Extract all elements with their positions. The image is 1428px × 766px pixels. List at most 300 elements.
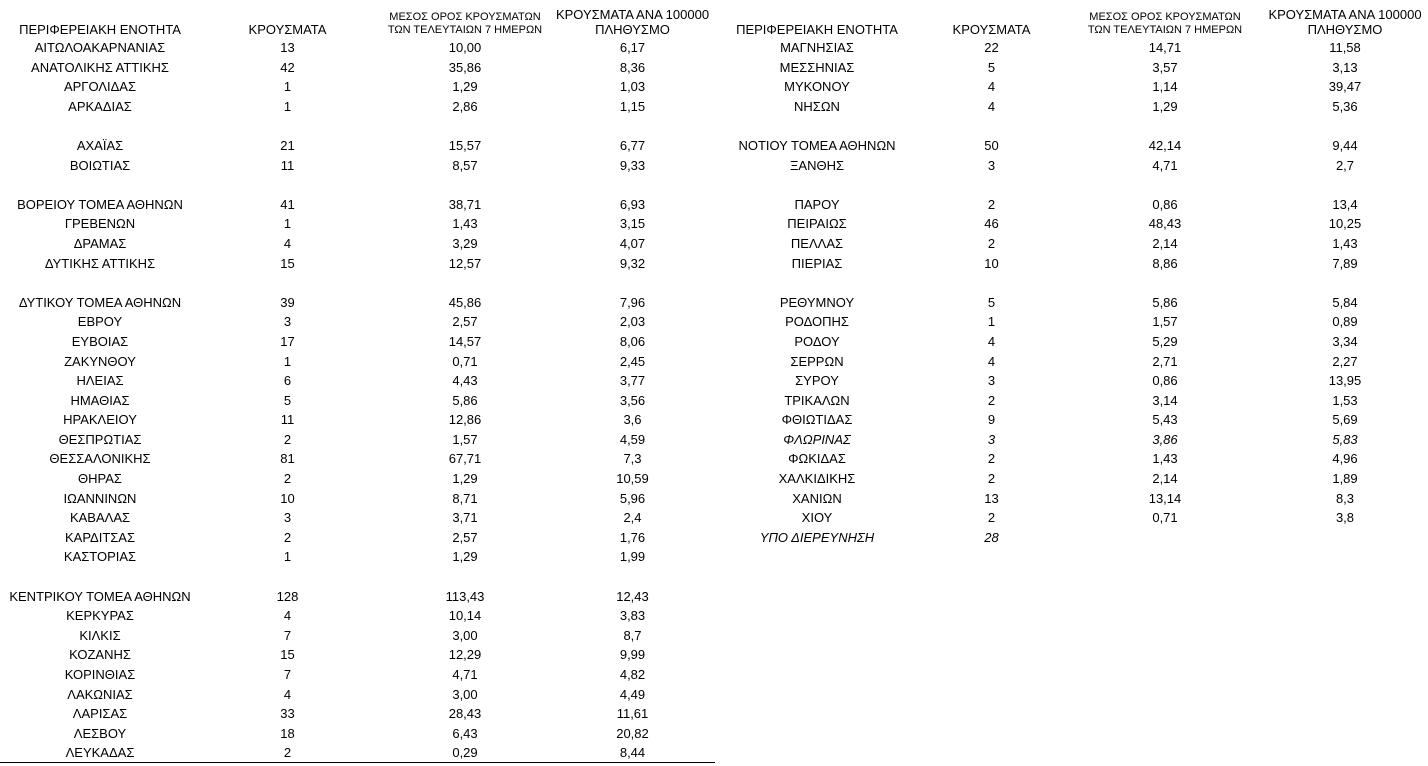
per-100k-cell: 4,82 — [619, 667, 646, 682]
region-cell: ΑΡΓΟΛΙΔΑΣ — [63, 79, 137, 95]
table-row — [722, 254, 1428, 274]
region-cell: ΚΟΖΑΝΗΣ — [69, 647, 131, 663]
cases-cell: 17 — [280, 333, 295, 349]
cases-cell: 9 — [987, 412, 996, 428]
table-row-blank — [722, 116, 1428, 136]
region-cell: ΣΕΡΡΩΝ — [790, 353, 844, 369]
cases-cell: 10 — [280, 490, 295, 506]
region-cell: ΝΗΣΩΝ — [794, 98, 840, 114]
per-100k-cell: 3,34 — [1332, 333, 1358, 349]
table-row — [0, 528, 715, 548]
header-region: ΠΕΡΙΦΕΡΕΙΑΚΗ ΕΝΟΤΗΤΑ — [19, 22, 181, 37]
average-cell: 10,14 — [448, 608, 482, 624]
cases-cell: 4 — [283, 686, 292, 702]
table-row — [0, 587, 715, 607]
per-100k-cell: 2,45 — [619, 353, 646, 369]
region-cell: ΒΟΡΕΙΟΥ ΤΟΜΕΑ ΑΘΗΝΩΝ — [17, 196, 183, 212]
per-100k-cell: 9,99 — [619, 647, 646, 663]
per-100k-cell: 13,4 — [1332, 196, 1358, 212]
average-cell: 4,43 — [452, 373, 478, 389]
per-100k-cell: 3,6 — [623, 412, 642, 428]
average-cell: 35,86 — [448, 59, 482, 75]
average-cell: 5,86 — [452, 392, 478, 408]
region-cell: ΡΕΘΥΜΝΟΥ — [779, 294, 855, 310]
per-100k-cell: 1,89 — [1332, 471, 1358, 487]
cases-cell: 2 — [987, 471, 996, 487]
cases-cell: 11 — [280, 157, 295, 173]
region-cell: ΘΕΣΣΑΛΟΝΙΚΗΣ — [49, 451, 151, 467]
right-table-header — [722, 0, 1428, 38]
average-cell: 12,29 — [448, 647, 482, 663]
cases-cell: 33 — [280, 706, 295, 722]
average-cell: 0,86 — [1152, 196, 1178, 212]
average-cell: 2,14 — [1152, 235, 1178, 251]
cases-cell: 7 — [283, 667, 292, 682]
cases-cell: 4 — [987, 333, 996, 349]
region-cell: ΛΑΡΙΣΑΣ — [72, 706, 128, 722]
header-cases: ΚΡΟΥΣΜΑΤΑ — [248, 22, 327, 37]
average-cell: 3,00 — [452, 686, 478, 702]
table-row — [0, 136, 715, 156]
table-row — [722, 97, 1428, 117]
table-row — [722, 371, 1428, 391]
table-row — [0, 58, 715, 78]
cases-cell: 5 — [987, 59, 996, 75]
cases-cell: 2 — [987, 451, 996, 467]
table-row — [0, 391, 715, 411]
region-cell: ΧΙΟΥ — [801, 510, 833, 526]
average-cell: 4,71 — [1152, 157, 1178, 173]
header-average-line1: ΜΕΣΟΣ ΟΡΟΣ ΚΡΟΥΣΜΑΤΩΝ — [389, 11, 541, 23]
table-row — [0, 704, 715, 724]
per-100k-cell: 8,36 — [619, 59, 646, 75]
per-100k-cell: 1,76 — [619, 529, 646, 545]
average-cell: 5,86 — [1152, 294, 1178, 310]
region-cell: ΞΑΝΘΗΣ — [789, 157, 845, 173]
region-cell: ΒΟΙΩΤΙΑΣ — [69, 157, 131, 173]
average-cell: 5,29 — [1152, 333, 1178, 349]
region-cell: ΠΑΡΟΥ — [794, 196, 840, 212]
table-row — [722, 528, 1428, 548]
cases-cell: 10 — [984, 255, 999, 271]
cases-cell: 4 — [283, 608, 292, 624]
cases-cell: 13 — [984, 490, 999, 506]
region-cell: ΑΙΤΩΛΟΑΚΑΡΝΑΝΙΑΣ — [34, 40, 166, 55]
cases-cell: 2 — [987, 510, 996, 526]
per-100k-cell: 6,93 — [619, 196, 646, 212]
per-100k-cell: 39,47 — [1328, 79, 1362, 95]
per-100k-cell: 5,36 — [1332, 98, 1358, 114]
left-table-header — [0, 0, 715, 38]
region-cell: ΔΡΑΜΑΣ — [73, 235, 127, 251]
average-cell: 38,71 — [448, 196, 482, 212]
table-row — [722, 352, 1428, 372]
per-100k-cell: 7,89 — [1332, 255, 1358, 271]
average-cell: 2,86 — [452, 98, 478, 114]
cases-cell: 3 — [283, 314, 292, 330]
per-100k-cell: 13,95 — [1328, 373, 1362, 389]
table-row — [0, 97, 715, 117]
cases-cell: 4 — [283, 235, 292, 251]
table-row — [0, 195, 715, 215]
header-region: ΠΕΡΙΦΕΡΕΙΑΚΗ ΕΝΟΤΗΤΑ — [736, 22, 898, 37]
average-cell: 6,43 — [452, 725, 478, 741]
cases-cell: 1 — [283, 216, 292, 232]
region-cell: ΠΕΙΡΑΙΩΣ — [787, 216, 847, 232]
average-cell: 5,43 — [1152, 412, 1178, 428]
per-100k-cell: 6,77 — [619, 137, 646, 153]
table-row — [0, 214, 715, 234]
table-row — [722, 410, 1428, 430]
cases-cell: 2 — [283, 431, 292, 447]
per-100k-cell: 11,58 — [1329, 40, 1361, 55]
cases-cell: 4 — [987, 98, 996, 114]
region-cell: ΔΥΤΙΚΟΥ ΤΟΜΕΑ ΑΘΗΝΩΝ — [18, 294, 182, 310]
average-cell: 1,14 — [1152, 79, 1178, 95]
header-average — [1080, 11, 1250, 37]
average-cell: 1,29 — [1152, 98, 1178, 114]
cases-cell: 2 — [987, 196, 996, 212]
average-cell: 8,71 — [452, 490, 478, 506]
header-average-line2: ΤΩΝ ΤΕΛΕΥΤΑΙΩΝ 7 ΗΜΕΡΩΝ — [1087, 24, 1243, 36]
average-cell: 48,43 — [1148, 216, 1182, 232]
cases-cell: 21 — [280, 137, 295, 153]
table-row — [722, 508, 1428, 528]
region-cell: ΛΕΣΒΟΥ — [73, 725, 127, 741]
table-row — [0, 156, 715, 176]
region-cell: ΑΧΑΪΑΣ — [76, 137, 124, 153]
header-per-100k-line2: ΠΛΗΘΥΣΜΟ — [595, 22, 670, 37]
per-100k-cell: 1,99 — [619, 549, 646, 565]
per-100k-cell: 5,96 — [619, 490, 646, 506]
table-row-blank — [722, 273, 1428, 293]
region-cell: ΓΡΕΒΕΝΩΝ — [64, 216, 136, 232]
per-100k-cell: 3,83 — [619, 608, 646, 624]
table-row — [722, 391, 1428, 411]
cases-cell: 46 — [984, 216, 999, 232]
cases-cell: 28 — [984, 529, 999, 545]
left-table — [0, 0, 715, 763]
table-row — [722, 77, 1428, 97]
table-row — [0, 469, 715, 489]
region-cell: ΡΟΔΟΠΗΣ — [785, 314, 849, 330]
average-cell: 1,29 — [452, 549, 478, 565]
per-100k-cell: 5,84 — [1332, 294, 1358, 310]
per-100k-cell: 9,32 — [619, 255, 646, 271]
average-cell: 3,29 — [452, 235, 478, 251]
average-cell: 2,57 — [452, 314, 478, 330]
table-row — [0, 489, 715, 509]
per-100k-cell: 3,13 — [1332, 59, 1358, 75]
table-row — [722, 293, 1428, 313]
average-cell: 28,43 — [448, 706, 482, 722]
region-cell: ΕΒΡΟΥ — [77, 314, 123, 330]
region-cell: ΙΩΑΝΝΙΝΩΝ — [63, 490, 137, 506]
average-cell: 13,14 — [1148, 490, 1182, 506]
average-cell: 2,57 — [452, 529, 478, 545]
per-100k-cell: 4,49 — [619, 686, 646, 702]
table-row — [722, 156, 1428, 176]
per-100k-cell: 7,96 — [619, 294, 646, 310]
average-cell: 2,71 — [1152, 353, 1178, 369]
table-row — [722, 449, 1428, 469]
average-cell: 12,86 — [448, 412, 482, 428]
region-cell: ΗΜΑΘΙΑΣ — [70, 392, 130, 408]
table-row — [722, 38, 1428, 58]
cases-cell: 2 — [987, 392, 996, 408]
cases-cell: 1 — [283, 549, 292, 565]
region-cell: ΕΥΒΟΙΑΣ — [71, 333, 129, 349]
average-cell: 3,71 — [452, 510, 478, 526]
region-cell: ΚΑΣΤΟΡΙΑΣ — [63, 549, 137, 565]
region-cell: ΣΥΡΟΥ — [795, 373, 839, 389]
cases-cell: 2 — [283, 471, 292, 487]
header-per-100k-line1: ΚΡΟΥΣΜΑΤΑ ΑΝΑ 100000 — [555, 7, 710, 22]
region-cell: ΘΗΡΑΣ — [78, 471, 122, 487]
per-100k-cell: 1,43 — [1332, 235, 1358, 251]
table-row — [0, 645, 715, 665]
region-cell: ΠΙΕΡΙΑΣ — [791, 255, 843, 271]
cases-cell: 3 — [987, 431, 996, 447]
table-row — [722, 234, 1428, 254]
per-100k-cell: 8,44 — [619, 745, 646, 761]
header-average — [380, 11, 550, 37]
region-cell: ΦΘΙΩΤΙΔΑΣ — [781, 412, 853, 428]
cases-cell: 81 — [280, 451, 295, 467]
cases-cell: 18 — [280, 725, 295, 741]
region-cell: ΑΝΑΤΟΛΙΚΗΣ ΑΤΤΙΚΗΣ — [31, 59, 169, 75]
table-row-blank — [0, 273, 715, 293]
right-table — [722, 0, 1428, 547]
average-cell: 0,86 — [1152, 373, 1178, 389]
cases-cell: 1 — [987, 314, 996, 330]
per-100k-cell: 6,17 — [619, 40, 646, 55]
per-100k-cell: 4,96 — [1332, 451, 1358, 467]
region-cell: ΡΟΔΟΥ — [794, 333, 840, 349]
per-100k-cell: 3,77 — [619, 373, 646, 389]
cases-cell: 15 — [280, 647, 295, 663]
table-row — [722, 214, 1428, 234]
average-cell: 15,57 — [448, 137, 482, 153]
table-row — [722, 332, 1428, 352]
region-cell: ΝΟΤΙΟΥ ΤΟΜΕΑ ΑΘΗΝΩΝ — [738, 137, 896, 153]
per-100k-cell: 1,15 — [619, 98, 646, 114]
cases-cell: 7 — [283, 627, 292, 643]
table-row — [0, 626, 715, 646]
table-row-blank — [0, 567, 715, 587]
bottom-border-line — [0, 762, 715, 763]
table-row — [0, 606, 715, 626]
region-cell: ΚΑΒΑΛΑΣ — [69, 510, 131, 526]
cases-cell: 1 — [283, 353, 292, 369]
average-cell: 8,57 — [452, 157, 478, 173]
region-cell: ΤΡΙΚΑΛΩΝ — [784, 392, 850, 408]
table-row — [0, 430, 715, 450]
per-100k-cell: 4,07 — [619, 235, 646, 251]
table-row — [722, 469, 1428, 489]
table-row-blank — [722, 175, 1428, 195]
average-cell: 67,71 — [448, 451, 482, 467]
per-100k-cell: 20,82 — [616, 725, 649, 741]
average-cell: 0,71 — [1152, 510, 1178, 526]
region-cell: ΛΑΚΩΝΙΑΣ — [67, 686, 133, 702]
table-row — [0, 312, 715, 332]
region-cell: ΑΡΚΑΔΙΑΣ — [68, 98, 132, 114]
header-per-100k — [1262, 7, 1428, 37]
per-100k-cell: 5,69 — [1332, 412, 1358, 428]
header-per-100k-line1: ΚΡΟΥΣΜΑΤΑ ΑΝΑ 100000 — [1268, 7, 1422, 22]
table-row — [722, 489, 1428, 509]
per-100k-cell: 2,7 — [1335, 157, 1355, 173]
per-100k-cell: 8,06 — [619, 333, 646, 349]
per-100k-cell: 1,03 — [619, 79, 646, 95]
average-cell: 3,57 — [1152, 59, 1178, 75]
table-row — [0, 352, 715, 372]
cases-cell: 4 — [987, 353, 996, 369]
header-per-100k — [550, 7, 715, 37]
per-100k-cell: 8,3 — [1335, 490, 1355, 506]
average-cell: 1,43 — [452, 216, 478, 232]
table-row — [0, 332, 715, 352]
table-row — [0, 371, 715, 391]
region-cell: ΖΑΚΥΝΘΟΥ — [64, 353, 136, 369]
cases-cell: 3 — [987, 373, 996, 389]
region-cell: ΦΩΚΙΔΑΣ — [788, 451, 846, 467]
per-100k-cell: 2,27 — [1332, 353, 1358, 369]
region-cell: ΠΕΛΛΑΣ — [790, 235, 844, 251]
average-cell: 0,71 — [452, 353, 478, 369]
region-cell: ΛΕΥΚΑΔΑΣ — [65, 745, 135, 761]
cases-cell: 15 — [280, 255, 295, 271]
cases-cell: 39 — [280, 294, 295, 310]
cases-cell: 2 — [283, 529, 292, 545]
cases-cell: 11 — [280, 412, 295, 428]
average-cell: 10,00 — [448, 40, 482, 55]
left-table-body — [0, 38, 715, 763]
average-cell: 113,43 — [445, 588, 485, 604]
average-cell: 14,71 — [1148, 40, 1182, 55]
table-row — [0, 234, 715, 254]
table-row — [0, 77, 715, 97]
table-row — [0, 254, 715, 274]
region-cell: ΚΕΡΚΥΡΑΣ — [66, 608, 134, 624]
average-cell: 1,43 — [1152, 451, 1178, 467]
cases-cell: 22 — [984, 40, 999, 55]
average-cell: 2,14 — [1152, 471, 1178, 487]
per-100k-cell: 3,56 — [619, 392, 646, 408]
region-cell: ΘΕΣΠΡΩΤΙΑΣ — [58, 431, 142, 447]
cases-cell: 41 — [280, 196, 295, 212]
per-100k-cell: 3,8 — [1335, 510, 1355, 526]
average-cell: 1,57 — [452, 431, 478, 447]
cases-cell: 50 — [984, 137, 999, 153]
table-row — [722, 58, 1428, 78]
per-100k-cell: 11,61 — [616, 706, 649, 722]
table-row — [0, 547, 715, 567]
per-100k-cell: 8,7 — [623, 627, 642, 643]
average-cell: 3,86 — [1152, 431, 1178, 447]
per-100k-cell: 2,03 — [619, 314, 646, 330]
per-100k-cell: 10,25 — [1328, 216, 1362, 232]
per-100k-cell: 1,53 — [1332, 392, 1358, 408]
region-cell: ΚΟΡΙΝΘΙΑΣ — [64, 667, 136, 682]
average-cell: 1,57 — [1152, 314, 1178, 330]
right-table-body — [722, 38, 1428, 547]
region-cell: ΚΙΛΚΙΣ — [79, 627, 121, 643]
header-per-100k-line2: ΠΛΗΘΥΣΜΟ — [1307, 22, 1383, 37]
average-cell: 0,29 — [452, 745, 478, 761]
region-cell: ΚΕΝΤΡΙΚΟΥ ΤΟΜΕΑ ΑΘΗΝΩΝ — [9, 588, 191, 604]
average-cell: 1,29 — [452, 471, 478, 487]
per-100k-cell: 7,3 — [623, 451, 642, 467]
cases-cell: 1 — [283, 98, 292, 114]
table-row-blank — [0, 116, 715, 136]
table-row — [0, 685, 715, 705]
per-100k-cell: 12,43 — [616, 588, 649, 604]
cases-cell: 128 — [276, 588, 299, 604]
region-cell: ΜΑΓΝΗΣΙΑΣ — [780, 40, 854, 55]
per-100k-cell: 9,33 — [619, 157, 646, 173]
table-row — [0, 38, 715, 58]
region-cell: ΗΡΑΚΛΕΙΟΥ — [63, 412, 137, 428]
cases-cell: 5 — [283, 392, 292, 408]
table-row — [0, 724, 715, 744]
cases-cell: 3 — [283, 510, 292, 526]
average-cell: 12,57 — [448, 255, 482, 271]
per-100k-cell: 5,83 — [1332, 431, 1358, 447]
per-100k-cell: 4,59 — [619, 431, 646, 447]
cases-cell: 2 — [283, 745, 292, 761]
region-cell: ΜΥΚΟΝΟΥ — [784, 79, 850, 95]
region-cell: ΚΑΡΔΙΤΣΑΣ — [64, 529, 136, 545]
average-cell: 45,86 — [448, 294, 482, 310]
cases-cell: 1 — [283, 79, 292, 95]
table-row — [0, 508, 715, 528]
table-row-blank — [0, 175, 715, 195]
average-cell: 8,86 — [1152, 255, 1178, 271]
header-average-line1: ΜΕΣΟΣ ΟΡΟΣ ΚΡΟΥΣΜΑΤΩΝ — [1089, 11, 1241, 23]
cases-cell: 5 — [987, 294, 996, 310]
table-row — [722, 312, 1428, 332]
table-row — [0, 410, 715, 430]
region-cell: ΧΑΛΚΙΔΙΚΗΣ — [778, 471, 856, 487]
average-cell: 4,71 — [452, 667, 478, 682]
cases-cell: 3 — [987, 157, 996, 173]
table-row — [0, 665, 715, 685]
region-cell: ΥΠΟ ΔΙΕΡΕΥΝΗΣΗ — [759, 529, 875, 545]
average-cell: 1,29 — [452, 79, 478, 95]
per-100k-cell: 0,89 — [1332, 314, 1358, 330]
region-cell: ΦΛΩΡΙΝΑΣ — [783, 431, 851, 447]
table-row — [722, 136, 1428, 156]
header-average-line2: ΤΩΝ ΤΕΛΕΥΤΑΙΩΝ 7 ΗΜΕΡΩΝ — [387, 24, 543, 36]
region-cell: ΗΛΕΙΑΣ — [76, 373, 124, 389]
average-cell: 3,14 — [1152, 392, 1178, 408]
average-cell: 3,00 — [452, 627, 478, 643]
header-cases: ΚΡΟΥΣΜΑΤΑ — [952, 22, 1031, 37]
table-row — [0, 743, 715, 763]
per-100k-cell: 2,4 — [623, 510, 642, 526]
cases-cell: 2 — [987, 235, 996, 251]
cases-cell: 13 — [280, 40, 295, 55]
region-cell: ΧΑΝΙΩΝ — [792, 490, 842, 506]
table-row — [0, 293, 715, 313]
average-cell: 14,57 — [448, 333, 482, 349]
per-100k-cell: 9,44 — [1332, 137, 1358, 153]
region-cell: ΔΥΤΙΚΗΣ ΑΤΤΙΚΗΣ — [44, 255, 156, 271]
average-cell: 42,14 — [1148, 137, 1182, 153]
cases-cell: 42 — [280, 59, 295, 75]
